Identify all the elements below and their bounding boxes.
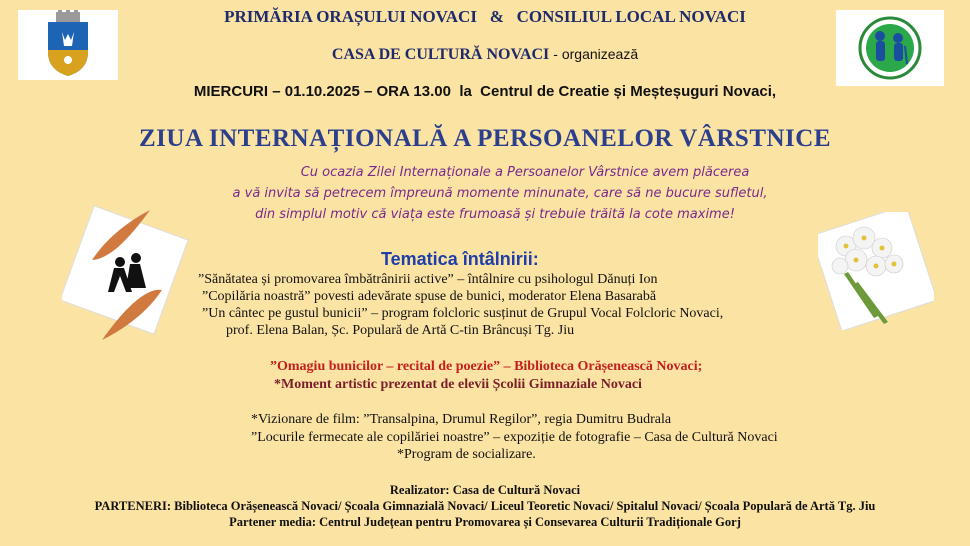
header-organizeaza: - organizează: [553, 46, 639, 62]
header-primaria: PRIMĂRIA ORAȘULUI NOVACI: [224, 7, 477, 26]
footer-parteneri: PARTENERI: Biblioteca Orășenească Novaci/ Școala Gimnazială Novaci/ Liceul Teoretic Novaci/ Spitalul Novaci/ Școala Populară de Artă Tg. Jiu: [94, 499, 876, 513]
footer-partener-media: Partener media: Centrul Județean pentru Promovarea și Consevarea Culturii Tradiționale Gorj: [229, 515, 741, 529]
flower-bouquet-image: [818, 212, 934, 330]
page-title: ZIUA INTERNAȚIONALĂ A PERSOANELOR VÂRSTNICE: [138, 125, 832, 152]
extra-expozitie: ”Locurile fermecate ale copilăriei noastre” – expoziție de fotografie – Casa de Cultură Novaci: [251, 430, 778, 445]
event-date: MIERCURI – 01.10.2025 – ORA 13.00: [193, 83, 451, 100]
header-ampersand: &: [489, 7, 504, 26]
invitation-line-1: Cu ocazia Zilei Internaționale a Persoanelor Vârstnice avem plăcerea: [300, 165, 750, 180]
tematica-item-4: prof. Elena Balan, Șc. Populară de Artă C-tin Brâncuși Tg. Jiu: [226, 323, 575, 338]
event-la: la: [459, 83, 472, 100]
tematica-list: [198, 271, 723, 339]
tematica-item-2: ”Copilăria noastră” povesti adevărate spuse de bunici, moderator Elena Basarabă: [202, 289, 657, 304]
extra-socializare: *Program de socializare.: [397, 447, 536, 462]
header-organizers: [0, 7, 970, 27]
tematica-heading: Tematica întâlnirii:: [381, 249, 539, 269]
highlight-omagiu: ”Omagiu bunicilor – recital de poezie” – Biblioteca Orășenească Novaci;: [270, 359, 703, 374]
event-place: Centrul de Creatie și Meșteșuguri Novaci,: [480, 83, 777, 100]
footer-realizator: Realizator: Casa de Cultură Novaci: [389, 483, 581, 497]
header-casa-de-cultura: [0, 46, 970, 64]
hands-illustration: [62, 200, 192, 350]
invitation-line-2: a vă invita să petrecem împreună momente minunate, care să ne bucure sufletul,: [232, 186, 768, 201]
extra-film: *Vizionare de film: ”Transalpina, Drumul Regilor”, regia Dumitru Budrala: [251, 412, 672, 427]
tematica-item-3: ”Un cântec pe gustul bunicii” – program folcloric susținut de Grupul Vocal Folcloric Novaci,: [202, 306, 724, 321]
highlight-moment-artistic: *Moment artistic prezentat de elevii Școlii Gimnaziale Novaci: [274, 377, 642, 392]
header-casa-name: CASA DE CULTURĂ NOVACI: [331, 46, 550, 63]
invitation-line-3: din simplul motiv că viața este frumoasă și trebuie trăită la cote maxime!: [255, 207, 735, 222]
tematica-item-1: ”Sănătatea și promovarea îmbătrânirii active” – întâlnire cu psihologul Dănuți Ion: [198, 272, 658, 287]
event-date-place: [0, 83, 970, 100]
footer: [0, 482, 970, 530]
header-consiliul: CONSILIUL LOCAL NOVACI: [516, 7, 746, 26]
